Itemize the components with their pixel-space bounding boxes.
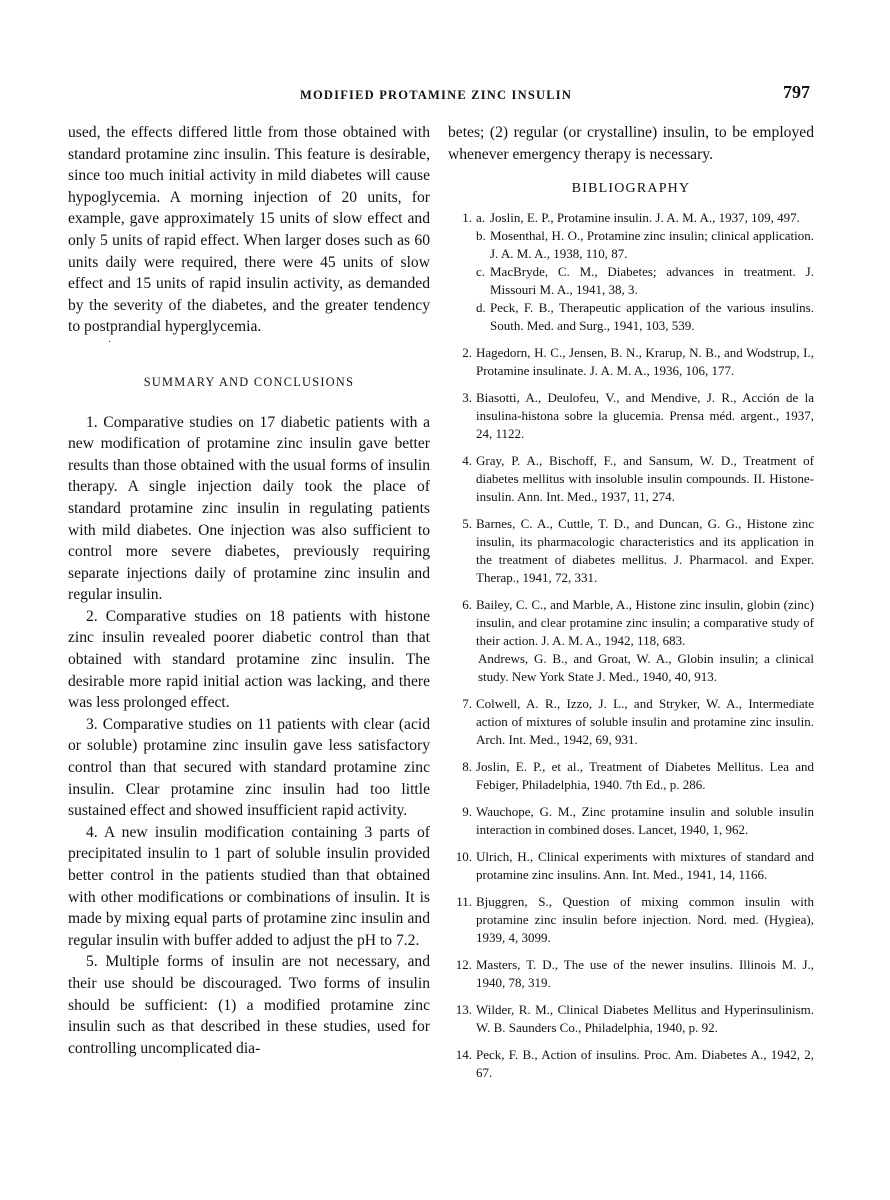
reference-text: Bjuggren, S., Question of mixing common insulin with protamine zinc insulin before injection. Nord. med. (Hygiea), 1939, 4, 3099. [476, 894, 814, 946]
reference-text: Joslin, E. P., Protamine insulin. J. A. M. A., 1937, 109, 497. [490, 210, 800, 226]
reference-number: 3. [462, 390, 472, 406]
conclusion-paragraph: 5. Multiple forms of insulin are not necessary, and their use should be discouraged. Two forms of insulin should be sufficient: (1) a modified protamine zinc insulin such as that described in these studies, used for controlling uncomplicated dia- [68, 953, 430, 1057]
reference-text: Peck, F. B., Therapeutic application of the various insulins. South. Med. and Surg., 1941, 103, 539. [490, 300, 814, 334]
reference-number: 9. [462, 804, 472, 820]
reference-text: Wauchope, G. M., Zinc protamine insulin and soluble insulin interaction in combined doses. Lancet, 1940, 1, 962. [476, 804, 814, 838]
page-header [0, 82, 890, 112]
conclusion-paragraph: 3. Comparative studies on 11 patients with clear (acid or soluble) protamine zinc insulin gave less satisfactory control than that secured with standard protamine zinc insulin. Clear protamine zinc insulin had too little sustained effect and showed insufficient rapid activity. [68, 715, 430, 820]
reference-number: 8. [462, 759, 472, 775]
reference-item [448, 1001, 814, 1037]
reference-item [448, 758, 814, 794]
reference-text: MacBryde, C. M., Diabetes; advances in treatment. J. Missouri M. A., 1941, 38, 3. [490, 264, 814, 298]
reference-number: 5. [462, 516, 472, 532]
reference-text: Colwell, A. R., Izzo, J. L., and Stryker, W. A., Intermediate action of mixtures of soluble insulin and protamine zinc insulin. Arch. Int. Med., 1942, 69, 931. [476, 696, 814, 748]
reference-text: Peck, F. B., Action of insulins. Proc. Am. Diabetes A., 1942, 2, 67. [476, 1047, 814, 1081]
reference-text: Mosenthal, H. O., Protamine zinc insulin; clinical application. J. A. M. A., 1938, 110, 87. [490, 228, 814, 262]
reference-number: 11. [456, 894, 472, 910]
reference-sub-letter: a. [476, 210, 486, 226]
reference-sub-letter: b. [476, 228, 486, 244]
conclusion-paragraph: 4. A new insulin modification containing 3 parts of precipitated insulin to 1 part of soluble insulin provided better control in the patients studied than that obtained with other modifications or combinations of insulin. It is made by mixing equal parts of protamine zinc insulin and regular insulin with buffer added to adjust the pH to 7.2. [68, 823, 430, 949]
reference-text: Masters, T. D., The use of the newer insulins. Illinois M. J., 1940, 78, 319. [476, 957, 814, 991]
reference-text: Joslin, E. P., et al., Treatment of Diabetes Mellitus. Lea and Febiger, Philadelphia, 1940. 7th Ed., p. 286. [476, 759, 814, 793]
reference-number: 2. [462, 345, 472, 361]
reference-item [448, 452, 814, 506]
reference-item [448, 389, 814, 443]
reference-number: 13. [455, 1002, 472, 1018]
reference-item [448, 803, 814, 839]
reference-text: Biasotti, A., Deulofeu, V., and Mendive, J. R., Acción de la insulina-histona sobre la glucemia. Prensa méd. argent., 1937, 24, 1122. [476, 390, 814, 442]
reference-item [448, 1046, 814, 1082]
reference-item [448, 596, 814, 686]
running-title: MODIFIED PROTAMINE ZINC INSULIN [300, 88, 573, 102]
reference-text: Andrews, G. B., and Groat, W. A., Globin insulin; a clinical study. New York State J. Med., 1940, 40, 913. [478, 651, 814, 685]
right-column [448, 122, 814, 1091]
reference-text: Wilder, R. M., Clinical Diabetes Mellitus and Hyperinsulinism. W. B. Saunders Co., Philadelphia, 1940, p. 92. [476, 1002, 814, 1036]
reference-text: Bailey, C. C., and Marble, A., Histone zinc insulin, globin (zinc) insulin, and clear protamine zinc insulin; a comparative study of their action. J. A. M. A., 1942, 118, 683. [476, 597, 814, 649]
page-number: 797 [783, 82, 810, 102]
reference-text: Ulrich, H., Clinical experiments with mixtures of standard and protamine zinc insulins. Ann. Int. Med., 1941, 14, 1166. [476, 849, 814, 883]
reference-text: Barnes, C. A., Cuttle, T. D., and Duncan, G. G., Histone zinc insulin, its pharmacologic characteristics and its application in the treatment of diabetes mellitus. J. Pharmacol. and Exper. Therap., 1941, 72, 331. [476, 516, 814, 586]
reference-text: Hagedorn, H. C., Jensen, B. N., Krarup, N. B., and Wodstrup, I., Protamine insulinate. J. A. M. A., 1936, 106, 177. [476, 345, 814, 379]
reference-item [448, 209, 814, 335]
reference-item [448, 344, 814, 380]
section-heading: SUMMARY AND CONCLUSIONS [143, 374, 355, 389]
reference-number: 1. [462, 210, 472, 226]
reference-number: 12. [455, 957, 472, 973]
reference-number: 6. [462, 597, 472, 613]
reference-sub-letter: c. [476, 264, 486, 280]
bibliography-heading: BIBLIOGRAPHY [571, 181, 691, 197]
reference-number: 4. [462, 453, 472, 469]
continued-paragraph: betes; (2) regular (or crystalline) insulin, to be employed whenever emergency therapy is necessary. [448, 124, 814, 163]
reference-number: 7. [462, 696, 472, 712]
reference-item [448, 515, 814, 587]
reference-item [448, 956, 814, 992]
reference-sub-letter: d. [476, 300, 486, 316]
stray-mark: · [108, 336, 112, 348]
reference-text: Gray, P. A., Bischoff, F., and Sansum, W. D., Treatment of diabetes mellitus with insoluble insulin compounds. II. Histone-insulin. Ann. Int. Med., 1937, 11, 274. [476, 453, 814, 505]
reference-item [448, 848, 814, 884]
reference-number: 14. [455, 1047, 472, 1063]
body-paragraph: used, the effects differed little from those obtained with standard protamine zinc insulin. This feature is desirable, since too much initial activity in mild diabetes will cause hypoglycemia. A morning injection of 20 units, for example, gave approximately 15 units of slow effect and only 5 units of rapid effect. When larger doses such as 60 units daily were required, there were 45 units of slow effect and 15 units of rapid insulin activity, as demanded by the severity of the diabetes, and the greater tendency to postprandial hyperglycemia. [68, 124, 430, 336]
conclusion-paragraph: 2. Comparative studies on 18 patients with histone zinc insulin revealed poorer diabetic control than that obtained with standard protamine zinc insulin. The desirable more rapid initial action was lacking, and there was less prolonged effect. [68, 607, 430, 712]
conclusion-paragraph: 1. Comparative studies on 17 diabetic patients with a new modification of protamine zinc insulin gave better results than those obtained with the usual forms of insulin therapy. A single injection daily took the place of standard protamine zinc insulin in regulating patients with mild diabetes. One injection was also sufficient to control more severe diabetes, previously requiring separate injections daily of protamine zinc insulin and regular insulin. [68, 413, 430, 604]
reference-item [448, 695, 814, 749]
left-column [68, 122, 430, 1059]
reference-number: 10. [455, 849, 472, 865]
reference-item [448, 893, 814, 947]
